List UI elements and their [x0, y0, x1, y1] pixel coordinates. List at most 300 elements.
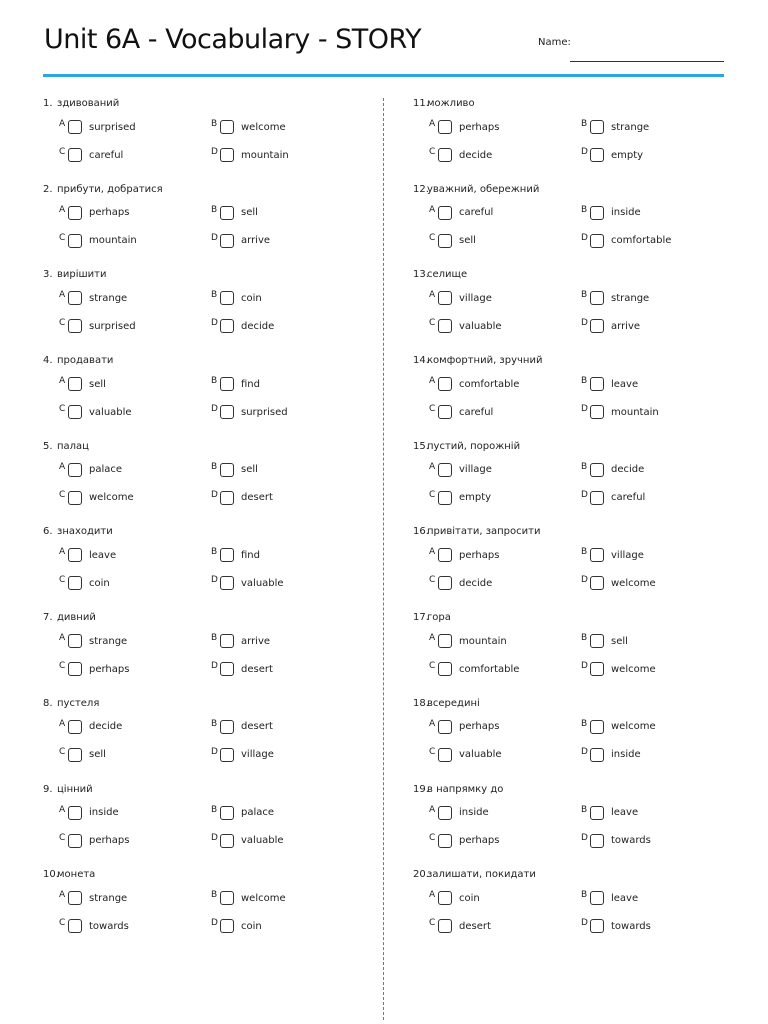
- option-d[interactable]: [211, 746, 274, 764]
- option-letter: C: [59, 232, 66, 243]
- answer-checkbox[interactable]: [220, 291, 234, 305]
- option-letter: A: [59, 890, 66, 901]
- option-word: village: [611, 549, 644, 561]
- option-word: leave: [89, 549, 117, 561]
- questions-column-left: [43, 98, 383, 955]
- option-letter: C: [429, 746, 436, 757]
- name-field[interactable]: [570, 61, 724, 62]
- option-word: welcome: [611, 663, 656, 675]
- option-a[interactable]: [59, 718, 122, 736]
- option-word: desert: [459, 920, 491, 932]
- option-word: valuable: [459, 320, 502, 332]
- option-c[interactable]: [59, 660, 129, 678]
- answer-checkbox[interactable]: [68, 634, 82, 648]
- question: [413, 698, 753, 784]
- option-d[interactable]: [211, 146, 289, 164]
- option-word: coin: [459, 892, 480, 904]
- option-d[interactable]: [581, 489, 645, 507]
- answer-checkbox[interactable]: [438, 662, 452, 676]
- answer-checkbox[interactable]: [220, 720, 234, 734]
- option-a[interactable]: [59, 289, 127, 307]
- option-letter: A: [59, 376, 66, 387]
- answer-checkbox[interactable]: [438, 463, 452, 477]
- option-letter: B: [581, 633, 588, 644]
- option-word: valuable: [459, 749, 502, 761]
- question: [43, 612, 383, 698]
- option-d[interactable]: [581, 917, 651, 935]
- option-d[interactable]: [581, 232, 671, 250]
- option-b[interactable]: [581, 804, 638, 822]
- option-d[interactable]: [211, 574, 284, 592]
- answer-checkbox[interactable]: [220, 377, 234, 391]
- option-word: find: [241, 549, 260, 561]
- option-word: perhaps: [89, 835, 130, 846]
- question: [43, 269, 383, 355]
- option-letter: A: [429, 461, 436, 472]
- option-letter: B: [211, 376, 218, 387]
- option-b[interactable]: [581, 118, 649, 136]
- option-letter: A: [429, 204, 436, 215]
- option-c[interactable]: [429, 574, 492, 592]
- option-b[interactable]: [211, 461, 258, 479]
- option-b[interactable]: [211, 204, 258, 222]
- option-word: strange: [89, 635, 128, 647]
- answer-checkbox[interactable]: [220, 319, 234, 333]
- option-word: perhaps: [89, 207, 130, 219]
- option-word: comfortable: [611, 235, 672, 247]
- answer-checkbox[interactable]: [220, 748, 234, 762]
- option-word: sell: [459, 235, 476, 247]
- option-letter: A: [59, 119, 66, 129]
- option-word: strange: [89, 892, 128, 904]
- answer-checkbox[interactable]: [590, 206, 604, 220]
- option-word: valuable: [241, 577, 284, 589]
- option-letter: B: [581, 204, 588, 215]
- answer-checkbox[interactable]: [590, 720, 604, 734]
- answer-checkbox[interactable]: [590, 405, 604, 419]
- question-prompt: привітати, запросити: [427, 526, 541, 538]
- answer-checkbox[interactable]: [220, 634, 234, 648]
- option-d[interactable]: [581, 317, 640, 335]
- option-c[interactable]: [59, 746, 106, 764]
- answer-checkbox[interactable]: [438, 377, 452, 391]
- option-word: leave: [611, 807, 639, 818]
- answer-checkbox[interactable]: [590, 234, 604, 248]
- question: [43, 355, 383, 441]
- answer-checkbox[interactable]: [590, 319, 604, 333]
- option-a[interactable]: [429, 718, 499, 736]
- option-a[interactable]: [429, 375, 519, 393]
- option-letter: D: [211, 918, 218, 929]
- option-a[interactable]: [429, 889, 480, 907]
- question-prompt: пустий, порожній: [427, 440, 521, 452]
- option-letter: D: [581, 832, 588, 843]
- option-letter: C: [429, 232, 436, 243]
- answer-checkbox[interactable]: [220, 463, 234, 477]
- option-a[interactable]: [429, 632, 507, 650]
- option-word: surprised: [241, 406, 288, 418]
- answer-checkbox[interactable]: [68, 319, 82, 333]
- option-letter: A: [429, 804, 436, 815]
- option-word: decide: [459, 149, 493, 161]
- question: [43, 441, 383, 527]
- option-letter: A: [429, 633, 436, 644]
- option-letter: C: [429, 918, 436, 929]
- option-word: towards: [611, 835, 651, 846]
- question-prompt: пустеля: [57, 697, 100, 709]
- option-word: arrive: [241, 635, 271, 647]
- question-number: 14.: [413, 355, 429, 367]
- option-word: sell: [611, 635, 628, 647]
- option-letter: A: [59, 290, 66, 301]
- option-b[interactable]: [581, 632, 628, 650]
- option-a[interactable]: [59, 546, 116, 564]
- option-word: perhaps: [89, 663, 130, 675]
- option-d[interactable]: [581, 660, 656, 678]
- option-d[interactable]: [581, 403, 659, 421]
- option-d[interactable]: [581, 146, 643, 164]
- option-c[interactable]: [429, 317, 502, 335]
- option-a[interactable]: [429, 118, 499, 136]
- answer-checkbox[interactable]: [68, 891, 82, 905]
- option-a[interactable]: [59, 461, 122, 479]
- option-c[interactable]: [59, 832, 129, 850]
- answer-checkbox[interactable]: [438, 234, 452, 248]
- option-c[interactable]: [59, 489, 134, 507]
- option-letter: C: [429, 489, 436, 500]
- option-c[interactable]: [429, 146, 492, 164]
- option-word: decide: [459, 577, 493, 589]
- option-word: strange: [611, 121, 650, 133]
- option-b[interactable]: [211, 718, 273, 736]
- question-number: 7.: [43, 612, 53, 624]
- option-c[interactable]: [429, 403, 493, 421]
- option-word: mountain: [241, 149, 289, 161]
- answer-checkbox[interactable]: [438, 834, 452, 848]
- option-word: empty: [611, 149, 644, 161]
- question-prompt: дивний: [57, 612, 96, 624]
- option-letter: B: [581, 547, 588, 558]
- option-word: mountain: [459, 635, 507, 647]
- option-letter: B: [581, 290, 588, 301]
- option-letter: A: [59, 633, 66, 644]
- option-word: towards: [611, 920, 651, 932]
- option-letter: A: [429, 119, 436, 129]
- option-d[interactable]: [211, 489, 273, 507]
- answer-checkbox[interactable]: [68, 919, 82, 933]
- option-letter: C: [59, 575, 66, 586]
- answer-checkbox[interactable]: [68, 748, 82, 762]
- option-word: welcome: [611, 721, 656, 733]
- answer-checkbox[interactable]: [590, 491, 604, 505]
- option-a[interactable]: [429, 546, 499, 564]
- answer-checkbox[interactable]: [220, 548, 234, 562]
- option-c[interactable]: [429, 660, 519, 678]
- question: [413, 869, 753, 955]
- option-word: sell: [89, 749, 106, 761]
- answer-checkbox[interactable]: [438, 319, 452, 333]
- question: [413, 612, 753, 698]
- option-b[interactable]: [581, 204, 641, 222]
- answer-checkbox[interactable]: [590, 662, 604, 676]
- option-letter: B: [211, 461, 218, 472]
- answer-checkbox[interactable]: [68, 662, 82, 676]
- option-a[interactable]: [59, 889, 127, 907]
- answer-checkbox[interactable]: [438, 576, 452, 590]
- option-letter: D: [211, 318, 218, 329]
- option-b[interactable]: [581, 546, 644, 564]
- name-label: Name:: [538, 37, 571, 48]
- option-word: welcome: [241, 892, 286, 904]
- option-a[interactable]: [59, 204, 129, 222]
- answer-checkbox[interactable]: [68, 548, 82, 562]
- option-letter: C: [429, 661, 436, 672]
- answer-checkbox[interactable]: [438, 491, 452, 505]
- option-letter: B: [211, 204, 218, 215]
- question-number: 13.: [413, 269, 429, 281]
- option-letter: B: [211, 718, 218, 729]
- answer-checkbox[interactable]: [68, 491, 82, 505]
- question: [413, 526, 753, 612]
- answer-checkbox[interactable]: [590, 548, 604, 562]
- option-d[interactable]: [211, 317, 274, 335]
- answer-checkbox[interactable]: [68, 120, 82, 134]
- option-letter: B: [581, 376, 588, 387]
- option-b[interactable]: [581, 718, 656, 736]
- option-c[interactable]: [59, 317, 136, 335]
- question: [43, 184, 383, 270]
- option-letter: D: [581, 489, 588, 500]
- option-letter: B: [211, 119, 218, 129]
- option-d[interactable]: [581, 832, 651, 850]
- option-d[interactable]: [581, 746, 641, 764]
- answer-checkbox[interactable]: [68, 834, 82, 848]
- option-a[interactable]: [429, 289, 492, 307]
- option-letter: C: [59, 318, 66, 329]
- option-word: coin: [89, 577, 110, 589]
- answer-checkbox[interactable]: [220, 662, 234, 676]
- option-c[interactable]: [59, 574, 110, 592]
- answer-checkbox[interactable]: [438, 206, 452, 220]
- question-prompt: гора: [427, 612, 451, 624]
- answer-checkbox[interactable]: [590, 834, 604, 848]
- answer-checkbox[interactable]: [220, 120, 234, 134]
- option-letter: B: [211, 290, 218, 301]
- option-letter: B: [581, 804, 588, 815]
- option-c[interactable]: [59, 917, 129, 935]
- answer-checkbox[interactable]: [220, 491, 234, 505]
- option-word: perhaps: [459, 721, 500, 733]
- answer-checkbox[interactable]: [438, 548, 452, 562]
- question-number: 8.: [43, 697, 53, 709]
- option-letter: D: [581, 575, 588, 586]
- answer-checkbox[interactable]: [220, 148, 234, 162]
- question-prompt: селище: [427, 269, 468, 281]
- option-word: arrive: [611, 320, 641, 332]
- option-word: valuable: [89, 406, 132, 418]
- answer-checkbox[interactable]: [220, 834, 234, 848]
- option-letter: A: [429, 376, 436, 387]
- question-prompt: можливо: [427, 98, 475, 109]
- option-c[interactable]: [59, 146, 123, 164]
- question-prompt: комфортний, зручний: [427, 355, 543, 367]
- option-d[interactable]: [211, 660, 273, 678]
- answer-checkbox[interactable]: [590, 463, 604, 477]
- option-c[interactable]: [429, 489, 491, 507]
- option-d[interactable]: [211, 832, 284, 850]
- answer-checkbox[interactable]: [438, 919, 452, 933]
- option-word: coin: [241, 920, 262, 932]
- option-d[interactable]: [211, 232, 270, 250]
- option-c[interactable]: [429, 832, 499, 850]
- question: [43, 784, 383, 870]
- option-word: village: [459, 292, 492, 304]
- question-prompt: залишати, покидати: [427, 869, 536, 881]
- option-word: desert: [241, 492, 273, 504]
- option-letter: A: [59, 204, 66, 215]
- option-word: careful: [611, 492, 646, 504]
- answer-checkbox[interactable]: [68, 806, 82, 820]
- option-d[interactable]: [211, 917, 262, 935]
- answer-checkbox[interactable]: [68, 291, 82, 305]
- answer-checkbox[interactable]: [438, 291, 452, 305]
- answer-checkbox[interactable]: [590, 634, 604, 648]
- question-prompt: палац: [57, 440, 89, 452]
- option-letter: D: [211, 746, 218, 757]
- option-letter: A: [59, 461, 66, 472]
- option-b[interactable]: [211, 889, 286, 907]
- answer-checkbox[interactable]: [438, 806, 452, 820]
- option-a[interactable]: [59, 632, 127, 650]
- option-letter: D: [211, 575, 218, 586]
- answer-checkbox[interactable]: [438, 634, 452, 648]
- answer-checkbox[interactable]: [590, 806, 604, 820]
- answer-checkbox[interactable]: [590, 377, 604, 391]
- option-b[interactable]: [211, 289, 262, 307]
- option-b[interactable]: [211, 546, 260, 564]
- option-d[interactable]: [211, 403, 288, 421]
- question-number: 6.: [43, 526, 53, 538]
- option-word: mountain: [611, 406, 659, 418]
- option-letter: C: [59, 404, 66, 415]
- option-letter: B: [581, 461, 588, 472]
- option-letter: D: [211, 661, 218, 672]
- answer-checkbox[interactable]: [438, 120, 452, 134]
- option-word: welcome: [89, 492, 134, 504]
- answer-checkbox[interactable]: [438, 405, 452, 419]
- option-word: inside: [89, 807, 119, 818]
- answer-checkbox[interactable]: [68, 463, 82, 477]
- question: [413, 184, 753, 270]
- option-letter: D: [581, 318, 588, 329]
- question-number: 1.: [43, 98, 53, 109]
- option-c[interactable]: [59, 403, 132, 421]
- option-letter: C: [59, 918, 66, 929]
- option-letter: B: [581, 718, 588, 729]
- option-word: perhaps: [459, 121, 500, 133]
- option-c[interactable]: [429, 232, 476, 250]
- option-b[interactable]: [211, 632, 270, 650]
- option-a[interactable]: [59, 375, 106, 393]
- option-a[interactable]: [429, 204, 493, 222]
- answer-checkbox[interactable]: [590, 748, 604, 762]
- answer-checkbox[interactable]: [220, 806, 234, 820]
- question: [413, 355, 753, 441]
- option-word: comfortable: [459, 663, 520, 675]
- option-letter: C: [429, 832, 436, 843]
- option-d[interactable]: [581, 574, 656, 592]
- option-letter: C: [59, 832, 66, 843]
- answer-checkbox[interactable]: [220, 234, 234, 248]
- answer-checkbox[interactable]: [590, 891, 604, 905]
- question-prompt: цінний: [57, 783, 93, 795]
- option-letter: A: [429, 718, 436, 729]
- answer-checkbox[interactable]: [438, 748, 452, 762]
- option-letter: A: [429, 290, 436, 301]
- question-number: 11.: [413, 98, 429, 109]
- option-c[interactable]: [59, 232, 137, 250]
- option-a[interactable]: [59, 118, 136, 136]
- option-a[interactable]: [429, 804, 489, 822]
- answer-checkbox[interactable]: [220, 206, 234, 220]
- option-word: palace: [89, 464, 123, 476]
- answer-checkbox[interactable]: [220, 576, 234, 590]
- option-b[interactable]: [581, 375, 638, 393]
- answer-checkbox[interactable]: [590, 919, 604, 933]
- option-b[interactable]: [581, 889, 638, 907]
- option-letter: C: [429, 147, 436, 157]
- option-word: perhaps: [459, 835, 500, 846]
- answer-checkbox[interactable]: [68, 576, 82, 590]
- option-word: leave: [611, 378, 639, 390]
- option-letter: C: [59, 147, 66, 157]
- answer-checkbox[interactable]: [220, 891, 234, 905]
- question-number: 4.: [43, 355, 53, 367]
- answer-checkbox[interactable]: [68, 377, 82, 391]
- option-b[interactable]: [581, 461, 644, 479]
- option-word: sell: [241, 207, 258, 219]
- option-c[interactable]: [429, 746, 502, 764]
- option-a[interactable]: [429, 461, 492, 479]
- option-word: valuable: [241, 835, 284, 846]
- answer-checkbox[interactable]: [590, 120, 604, 134]
- answer-checkbox[interactable]: [68, 206, 82, 220]
- option-word: palace: [241, 807, 275, 818]
- option-word: inside: [611, 749, 641, 761]
- answer-checkbox[interactable]: [438, 720, 452, 734]
- answer-checkbox[interactable]: [68, 148, 82, 162]
- option-b[interactable]: [211, 804, 274, 822]
- option-c[interactable]: [429, 917, 491, 935]
- answer-checkbox[interactable]: [590, 148, 604, 162]
- question: [43, 98, 383, 184]
- answer-checkbox[interactable]: [590, 576, 604, 590]
- answer-checkbox[interactable]: [68, 234, 82, 248]
- option-a[interactable]: [59, 804, 119, 822]
- answer-checkbox[interactable]: [220, 919, 234, 933]
- answer-checkbox[interactable]: [590, 291, 604, 305]
- option-b[interactable]: [581, 289, 649, 307]
- option-b[interactable]: [211, 375, 260, 393]
- answer-checkbox[interactable]: [438, 148, 452, 162]
- question: [413, 441, 753, 527]
- answer-checkbox[interactable]: [68, 405, 82, 419]
- answer-checkbox[interactable]: [220, 405, 234, 419]
- header-rule: [43, 74, 724, 77]
- answer-checkbox[interactable]: [438, 891, 452, 905]
- option-b[interactable]: [211, 118, 286, 136]
- answer-checkbox[interactable]: [68, 720, 82, 734]
